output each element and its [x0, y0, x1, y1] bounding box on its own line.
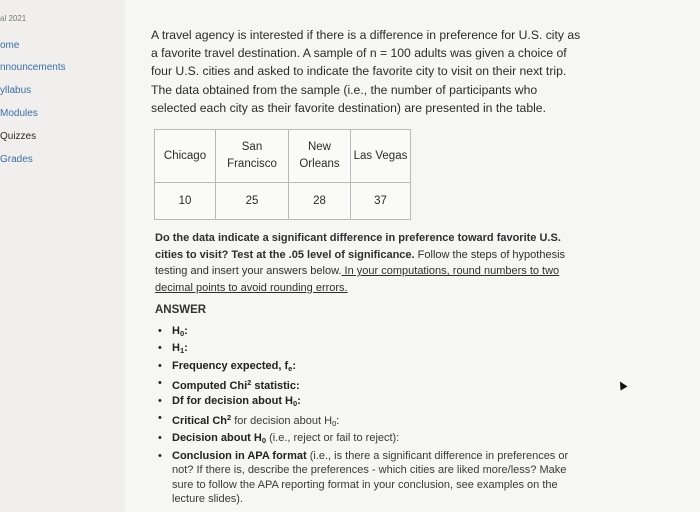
question-intro: A travel agency is interested if there is a difference in preference for U.S. city as a favorite travel destination. A sample of n = 100 adults was given a choice of four U.S. cities and asked to indicate the favorite city to visit on their next trip. The data obtained from the sample (i.e., the number of participants who selected each city as their favorite destination) are presented in the table.	[151, 28, 581, 115]
sidebar-item-syllabus[interactable]: yllabus	[0, 85, 32, 96]
sidebar-item-announcements[interactable]: nnouncements	[0, 62, 66, 73]
answer-list	[155, 324, 585, 506]
sidebar-item-modules[interactable]: Modules	[0, 108, 38, 119]
table-header-cell: San Francisco	[216, 130, 289, 183]
answer-item-h1: • $H_1$:	[155, 341, 585, 358]
table-header-cell: Chicago	[155, 130, 216, 183]
answer-item-frequency-expected: • Frequency expected, $f_e$:	[155, 359, 585, 376]
sidebar-item-quizzes[interactable]: Quizzes	[0, 131, 37, 142]
sidebar-item-grades[interactable]: Grades	[0, 154, 33, 165]
table-value-cell: 28	[289, 183, 351, 220]
course-sidebar	[0, 0, 125, 512]
table-header-cell: Las Vegas	[351, 130, 411, 183]
quiz-question-panel	[125, 0, 700, 512]
sidebar-item-home[interactable]: ome	[0, 40, 20, 51]
table-value-cell: 25	[216, 183, 289, 220]
answer-label: ANSWER	[155, 304, 207, 316]
table-value-cell: 37	[351, 183, 411, 220]
prompt-normal: Follow the steps of hypothesis testing and insert your answers below.	[155, 248, 566, 277]
answer-item-df: • Df for decision about $H_0$:	[155, 394, 585, 411]
prompt-bold: Do the data indicate a significant difference in preference toward favorite U.S. cities to visit? Test at the .05 level of significance.	[155, 232, 561, 261]
answer-item-conclusion: • Conclusion in APA format (i.e., is there a significant difference in preferences or not? If there is, describe the preferences - which cities are liked more/less? Make sure to follow the APA reporting format in your conclusion, see examples on the lecture slides).	[155, 449, 585, 507]
answer-item-critical-chi: • Critical Ch$^2$ for decision about $H_0$:	[155, 411, 585, 431]
question-prompt	[155, 230, 585, 296]
table-value-cell: 10	[155, 183, 216, 220]
term-label: al 2021	[0, 14, 27, 23]
city-preference-table	[154, 129, 411, 220]
table-header-cell: New Orleans	[289, 130, 351, 183]
answer-item-computed-chi: • Computed Chi$^2$ statistic:	[155, 376, 585, 393]
answer-item-decision: • Decision about $H_0$ (i.e., reject or fail to reject):	[155, 431, 585, 448]
prompt-underlined: In your computations, round numbers to two decimal points to avoid rounding errors.	[155, 265, 560, 294]
answer-item-h0: • $H_0$:	[155, 324, 585, 341]
